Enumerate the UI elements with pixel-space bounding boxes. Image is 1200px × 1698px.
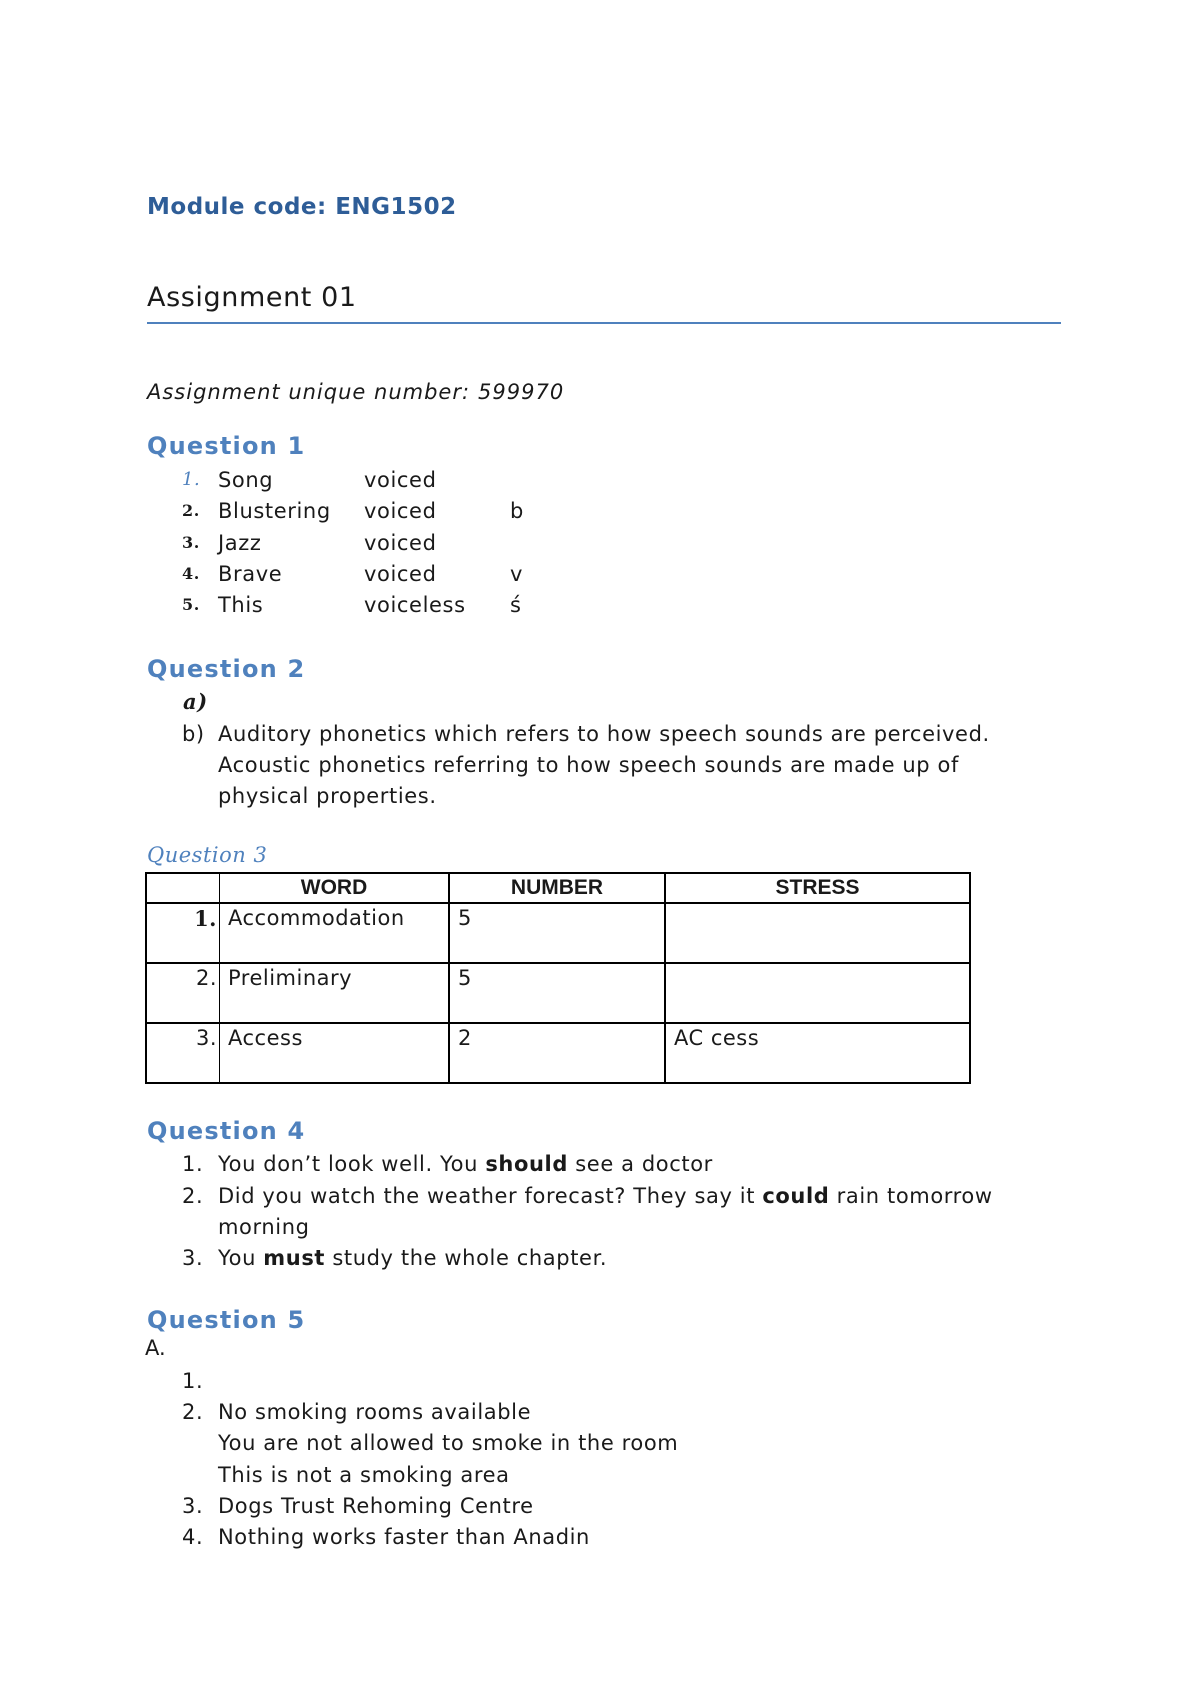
q1-word: Jazz xyxy=(218,531,262,555)
module-code: Module code: ENG1502 xyxy=(147,194,457,220)
q4-item-number: 2. xyxy=(182,1184,204,1208)
table-cell-number: 2 xyxy=(449,1023,665,1083)
q4-item-number: 1. xyxy=(182,1152,204,1176)
q4-item-text xyxy=(218,1149,713,1179)
table-header-stress: STRESS xyxy=(665,873,970,903)
q5-item-text: Dogs Trust Rehoming Centre xyxy=(218,1494,534,1518)
q5-item-number: 4. xyxy=(182,1525,204,1549)
table-row xyxy=(146,903,970,963)
q4-item-text: morning xyxy=(218,1215,310,1239)
q1-voicing: voiced xyxy=(364,499,437,523)
q1-row-number: 5. xyxy=(182,595,200,614)
table-header-blank xyxy=(146,873,220,903)
table-cell-word: Access xyxy=(220,1023,450,1083)
unique-number-line xyxy=(147,380,564,404)
q4-item-text xyxy=(218,1243,607,1273)
question-4-heading: Question 4 xyxy=(147,1117,306,1145)
question-3-heading: Question 3 xyxy=(147,843,268,867)
title-underline xyxy=(147,322,1061,324)
q5-item-number: 2. xyxy=(182,1400,204,1424)
table-cell-number: 5 xyxy=(449,963,665,1023)
table-cell-number: 5 xyxy=(449,903,665,963)
table-cell-stress xyxy=(665,903,970,963)
q5-item-text: Nothing works faster than Anadin xyxy=(218,1525,590,1549)
q4-item-text xyxy=(218,1181,993,1211)
question-2-heading: Question 2 xyxy=(147,655,306,683)
q4-modal-verb: could xyxy=(762,1184,830,1208)
q1-word: Blustering xyxy=(218,499,331,523)
q4-text-post: study the whole chapter. xyxy=(325,1246,608,1270)
q4-text-post: see a doctor xyxy=(567,1152,713,1176)
table-header-number: NUMBER xyxy=(449,873,665,903)
q1-row-number: 4. xyxy=(182,564,200,583)
q5-item-text: This is not a smoking area xyxy=(218,1463,510,1487)
q1-word: Brave xyxy=(218,562,283,586)
table-cell-stress: AC cess xyxy=(665,1023,970,1083)
q5-item-number: 1. xyxy=(182,1369,204,1393)
stress-table xyxy=(145,872,971,1084)
q2-b-line: Auditory phonetics which refers to how speech sounds are perceived. xyxy=(218,722,990,746)
q1-symbol: v xyxy=(510,562,524,586)
table-cell-word: Accommodation xyxy=(220,903,450,963)
q4-item-number: 3. xyxy=(182,1246,204,1270)
unique-number-value: 599970 xyxy=(478,380,565,404)
q1-symbol: b xyxy=(510,499,524,523)
question-1-heading: Question 1 xyxy=(147,432,306,460)
table-row-number: 3. xyxy=(146,1023,220,1083)
q5-part-a-label: A. xyxy=(145,1336,166,1360)
q4-text-pre: Did you watch the weather forecast? They say it xyxy=(218,1184,763,1208)
q2-a-label: a) xyxy=(183,689,208,714)
table-row-number: 2. xyxy=(146,963,220,1023)
q1-symbol: ś xyxy=(510,593,522,617)
q1-row-number: 3. xyxy=(182,533,200,552)
q1-word: This xyxy=(218,593,264,617)
table-row xyxy=(146,963,970,1023)
q1-voicing: voiced xyxy=(364,562,437,586)
unique-number-label: Assignment unique number: xyxy=(147,380,471,404)
q5-item-text: You are not allowed to smoke in the room xyxy=(218,1431,679,1455)
q2-b-line: physical properties. xyxy=(218,784,437,808)
q1-word: Song xyxy=(218,468,274,492)
q1-voicing: voiceless xyxy=(364,593,466,617)
q1-row-number: 1. xyxy=(182,469,201,490)
q4-text-pre: You xyxy=(218,1246,264,1270)
assignment-title: Assignment 01 xyxy=(147,282,357,313)
q1-voicing: voiced xyxy=(364,468,437,492)
q4-text-post: rain tomorrow xyxy=(829,1184,993,1208)
table-header-row xyxy=(146,873,970,903)
q4-text-pre: You don’t look well. You xyxy=(218,1152,486,1176)
q1-row-number: 2. xyxy=(182,501,200,520)
table-cell-word: Preliminary xyxy=(220,963,450,1023)
question-5-heading: Question 5 xyxy=(147,1306,306,1334)
table-row-number: 1. xyxy=(146,903,220,963)
table-row xyxy=(146,1023,970,1083)
q2-b-line: Acoustic phonetics referring to how speech sounds are made up of xyxy=(218,753,959,777)
q5-item-number: 3. xyxy=(182,1494,204,1518)
q4-modal-verb: must xyxy=(263,1246,326,1270)
table-header-word: WORD xyxy=(220,873,450,903)
q5-item-text: No smoking rooms available xyxy=(218,1400,532,1424)
q1-voicing: voiced xyxy=(364,531,437,555)
q2-b-label: b) xyxy=(182,722,205,746)
q4-modal-verb: should xyxy=(485,1152,568,1176)
table-cell-stress xyxy=(665,963,970,1023)
